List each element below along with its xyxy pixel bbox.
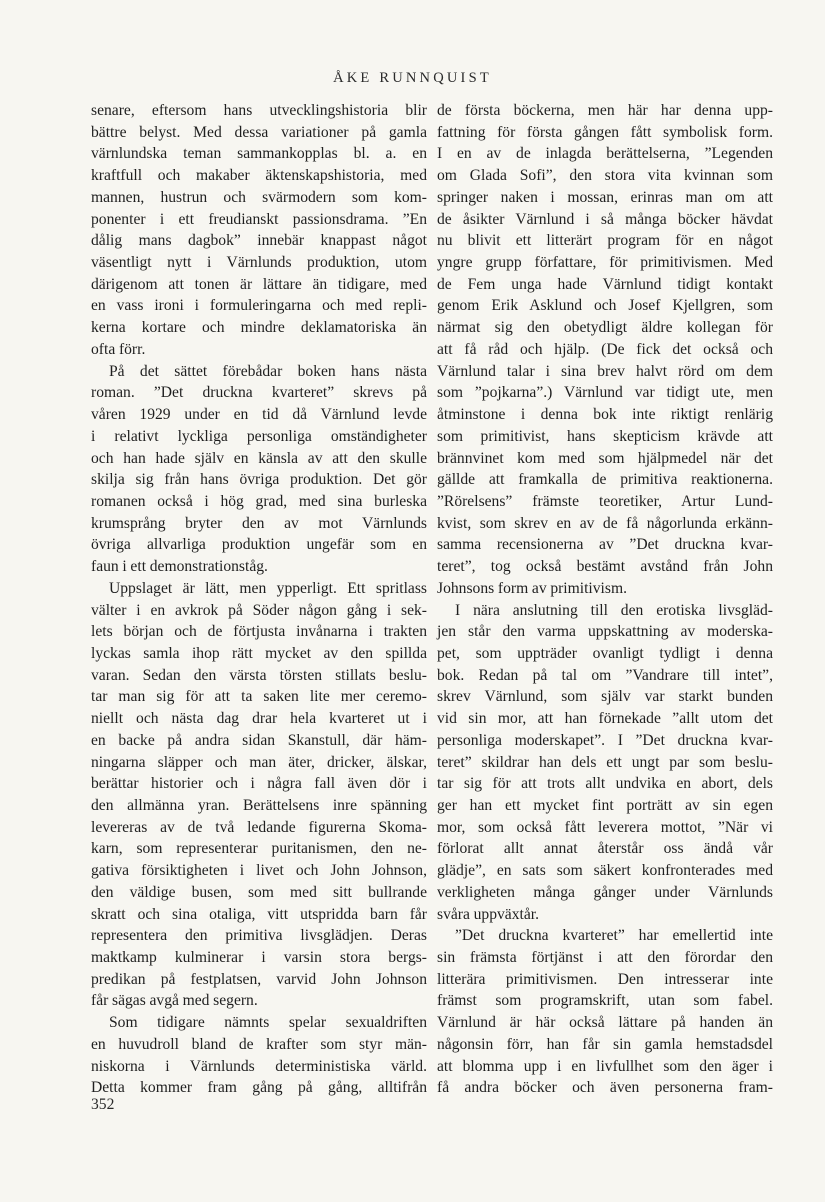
- text-line: de åsikter Värnlund i så många böcker hävdat: [437, 210, 773, 228]
- text-line: Som tidigare nämnts spelar sexualdriften: [109, 1014, 427, 1032]
- text-line: kraftfull och makaber äktenskapshistoria, med: [91, 167, 427, 185]
- text-line: de första böckerna, men här har denna upp-: [437, 102, 773, 119]
- text-line: förlorat allt annat återstår oss ändå vår: [437, 840, 773, 858]
- text-line: tar sig för att trots allt undvika en abort, dels: [437, 775, 773, 793]
- text-line: välter i en avkrok på Söder någon gång i sek-: [91, 601, 427, 619]
- text-line: och han hade själv en känsla av att den skulle: [91, 449, 427, 467]
- text-line: de Fem unga hade Värnlund tidigt kontakt: [437, 275, 773, 293]
- text-line: predikan på festplatsen, varvid John Johnson: [91, 970, 427, 988]
- text-line: nu blivit ett litterärt program för en något: [437, 232, 773, 250]
- text-line: närmat sig den obetydligt äldre kollegan för: [437, 319, 773, 337]
- text-line: berättar historier och i några fall även dör i: [91, 775, 427, 793]
- text-line: skratt och sina otaliga, vitt utspridda barn får: [91, 905, 427, 923]
- text-line: ponenter i ett freudianskt passionsdrama. ”En: [91, 210, 427, 228]
- text-line: verkligheten många gånger under Värnlunds: [437, 883, 773, 901]
- text-line: teret”, tog också bestämt avstånd från John: [437, 558, 773, 576]
- text-line: mannen, hustrun och svärmodern som kom-: [91, 188, 427, 206]
- text-line: åtminstone i denna bok inte riktigt renlärig: [437, 406, 773, 424]
- text-line: värnlundska teman sammankopplas bl. a. en: [91, 145, 427, 163]
- text-line: någonsin förr, han får sin gamla hemstadsdel: [437, 1035, 773, 1053]
- text-line: krumsprång bryter den av mot Värnlunds: [91, 514, 427, 532]
- text-line: Detta kommer fram gång på gång, alltifrån: [91, 1079, 427, 1097]
- text-line: tar man sig för att ta saken lite mer ceremo-: [91, 688, 427, 706]
- text-line: niskorna i Värnlunds deterministiska värld.: [91, 1057, 427, 1075]
- text-line: Uppslaget är lätt, men ypperligt. Ett spritlass: [109, 579, 427, 597]
- text-line: pet, som uppträder ovanligt tydligt i denna: [437, 644, 773, 662]
- text-line: om Glada Sofi”, den stora vita kvinnan som: [437, 167, 773, 185]
- text-line: ”Rörelsens” främste teoretiker, Artur Lund-: [437, 492, 773, 510]
- text-line: den allmänna yran. Berättelsens inre spänning: [91, 797, 427, 814]
- text-line: springer naken i mossan, erinras man om att: [437, 188, 773, 206]
- text-line: får sägas avgå med segern.: [91, 992, 258, 1010]
- text-line: ningarna släpper och man äter, dricker, älskar,: [91, 753, 427, 771]
- text-line: litterära primitivismen. Den intresserar inte: [437, 970, 773, 988]
- text-line: skrev Värnlund, som själv var starkt bunden: [437, 688, 773, 706]
- text-line: brännvinet kom med som hjälpmedel när det: [437, 449, 773, 467]
- text-line: jen står den varma uppskattning av moderska-: [437, 623, 773, 641]
- text-line: ”Det druckna kvarteret” har emellertid inte: [455, 927, 773, 945]
- text-line: som ”pojkarna”.) Värnlund var tidigt ute, men: [437, 384, 773, 402]
- text-line: som primitivist, hans skepticism krävde att: [437, 427, 773, 445]
- text-line: lyckas samla ihop rätt mycket av den spillda: [91, 644, 427, 662]
- text-line: kerna kortare och mindre deklamatoriska än: [91, 319, 427, 337]
- text-column-left: [91, 100, 427, 1099]
- text-line: en backe på andra sidan Skanstull, där häm-: [91, 731, 427, 749]
- text-line: genom Erik Asklund och Josef Kjellgren, som: [437, 297, 773, 315]
- text-line: bättre belyst. Med dessa variationer på gamla: [91, 123, 427, 141]
- text-line: gativa försiktigheten i livet och John Johnson,: [91, 862, 427, 880]
- text-line: Johnsons form av primitivism.: [437, 579, 627, 597]
- text-line: Värnlund talar i sina brev halvt rörd om dem: [437, 362, 773, 380]
- text-line: få andra böcker och även personerna fram-: [437, 1079, 773, 1097]
- text-line: våren 1929 under en tid då Värnlund levde: [91, 406, 427, 424]
- text-line: I en av de inlagda berättelserna, ”Legenden: [437, 145, 773, 163]
- text-line: levereras av de två ledande figurerna Skoma-: [91, 818, 427, 836]
- text-line: kvist, som skrev en av de få någorlunda erkänn-: [437, 514, 773, 532]
- text-line: i relativt lyckliga personliga omständigheter: [91, 427, 427, 445]
- text-line: yngre grupp författare, för primitivismen. Med: [437, 254, 773, 272]
- text-column-right: [437, 100, 773, 1099]
- text-line: varan. Sedan den värsta törsten stillats beslu-: [91, 666, 427, 684]
- text-line: vid sin mor, att han förnekade ”allt utom det: [437, 710, 773, 728]
- text-line: romanen också i hög grad, med sina burleska: [91, 492, 427, 510]
- text-line: ger han ett mycket fint porträtt av sin egen: [437, 797, 773, 814]
- text-line: faun i ett demonstrationståg.: [91, 558, 268, 576]
- text-line: I nära anslutning till den erotiska livsgläd-: [455, 601, 773, 619]
- text-line: Värnlund är här också lättare på handen än: [437, 1014, 773, 1032]
- text-line: mor, som också fått leverera mottot, ”När vi: [437, 818, 773, 836]
- text-line: niellt och nästa dag drar hela kvarteret ut i: [91, 710, 427, 728]
- text-line: svåra uppväxtår.: [437, 905, 539, 923]
- text-line: roman. ”Det druckna kvarteret” skrevs på: [91, 384, 427, 402]
- text-line: representera den primitiva livsglädjen. Deras: [91, 927, 427, 945]
- text-line: den väldige busen, som med sitt bullrande: [91, 883, 427, 901]
- text-line: att få råd och hjälp. (De fick det också och: [437, 340, 773, 358]
- text-line: På det sättet förebådar boken hans nästa: [109, 362, 427, 380]
- text-line: personliga moderskapet”. I ”Det druckna kvar-: [437, 731, 773, 749]
- text-line: karn, som representerar puritanismen, den ne-: [91, 840, 427, 858]
- text-line: främst som programskrift, utan som fabel.: [437, 992, 773, 1010]
- text-line: därigenom att tonen är lättare än tidigare, med: [91, 275, 427, 293]
- text-line: bok. Redan på tal om ”Vandrare till intet”,: [437, 666, 773, 684]
- text-line: samma recensionerna av ”Det druckna kvar-: [437, 536, 773, 554]
- text-line: en vass ironi i formuleringarna och med repli-: [91, 297, 427, 315]
- text-line: sin främsta förtjänst i att den förordar den: [437, 949, 773, 967]
- text-line: maktkamp kulminerar i varsin stora bergs-: [91, 949, 427, 967]
- running-head: ÅKE RUNNQUIST: [333, 70, 492, 86]
- text-line: fattning för första gången fått symbolisk form.: [437, 123, 773, 141]
- text-line: väsentligt nytt i Värnlunds produktion, utom: [91, 254, 427, 272]
- text-line: övriga allvarliga produktion ungefär som en: [91, 536, 427, 554]
- page-number: 352: [91, 1096, 115, 1113]
- text-line: glädje”, en sats som säkert konfronterades med: [437, 862, 773, 880]
- text-line: lets början och de förtjusta invånarna i trakten: [91, 623, 427, 641]
- text-line: gällde att framkalla de primitiva reaktionerna.: [437, 471, 773, 489]
- text-line: att blomma upp i en livfullhet som den äger i: [437, 1057, 773, 1075]
- text-line: skilja sig från hans övriga produktion. Det gör: [91, 471, 427, 489]
- text-line: senare, eftersom hans utvecklingshistoria blir: [91, 102, 427, 119]
- text-line: ofta förr.: [91, 340, 146, 358]
- text-line: teret” skildrar han dels ett ungt par som beslu-: [437, 753, 773, 771]
- text-line: en huvudroll bland de krafter som styr män-: [91, 1035, 427, 1053]
- text-line: dålig mans dagbok” innebär knappast något: [91, 232, 427, 250]
